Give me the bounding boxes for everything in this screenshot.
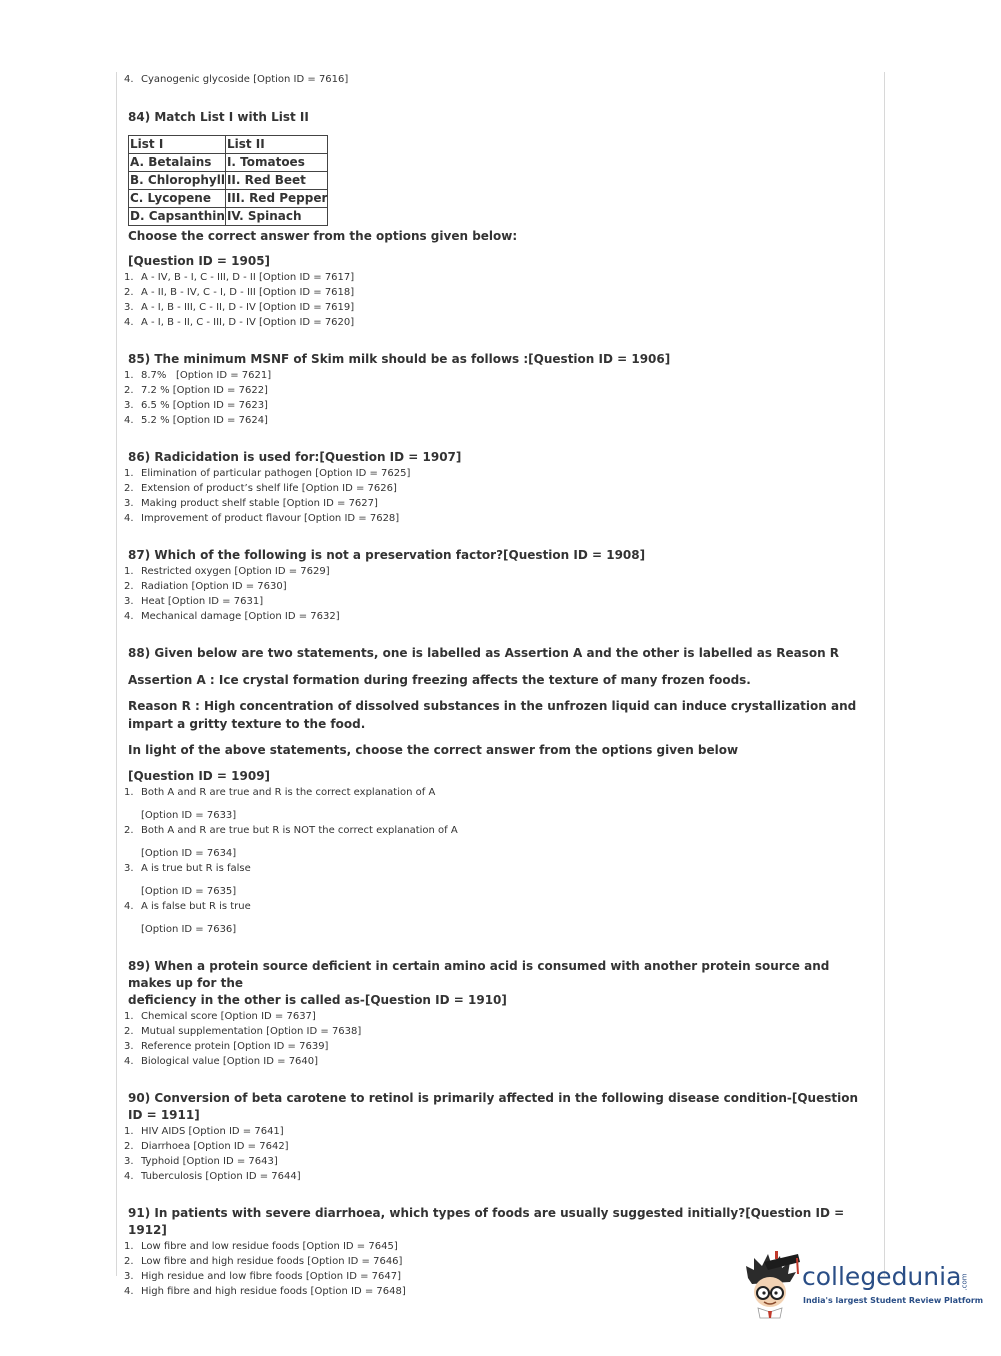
question-title: 84) Match List I with List II: [128, 110, 309, 124]
logo-tld: .com: [960, 1273, 969, 1291]
question-85: [124, 351, 864, 428]
table-row: [129, 154, 328, 172]
table-row: [129, 172, 328, 190]
question-87: [124, 547, 864, 624]
options-list: [124, 368, 864, 428]
table-cell: A. Betalains: [129, 154, 226, 172]
table-cell: I. Tomatoes: [225, 154, 327, 172]
option-item: 3. Typhoid [Option ID = 7643]: [124, 1156, 278, 1167]
option-item: 1. Both A and R are true and R is the correct explanation of A [Option ID = 7633]: [124, 785, 864, 823]
option-item: 2. A - II, B - IV, C - I, D - III [Option ID = 7618]: [124, 287, 355, 298]
table-row: [129, 208, 328, 226]
option-item: 1. Elimination of particular pathogen [Option ID = 7625]: [124, 468, 411, 479]
table-cell: III. Red Pepper: [225, 190, 327, 208]
option-item: 2. Mutual supplementation [Option ID = 7638]: [124, 1026, 362, 1037]
option-item: 4. High fibre and high residue foods [Option ID = 7648]: [124, 1286, 406, 1297]
match-table: [128, 135, 328, 226]
reason-statement: Reason R : High concentration of dissolved substances in the unfrozen liquid can induce crystallization and impart a gritty texture to the food.: [128, 699, 857, 731]
table-header-cell: List I: [129, 136, 226, 154]
option-item: 4. Mechanical damage [Option ID = 7632]: [124, 611, 340, 622]
option-item: 1. 8.7% [Option ID = 7621]: [124, 370, 272, 381]
question-instruction: In light of the above statements, choose the correct answer from the options given below: [128, 743, 739, 757]
options-list: [124, 1124, 864, 1184]
table-header-row: [129, 136, 328, 154]
option-item: 4. A - I, B - II, C - III, D - IV [Option ID = 7620]: [124, 317, 355, 328]
options-list: [124, 564, 864, 624]
assertion-statement: Assertion A : Ice crystal formation during freezing affects the texture of many frozen foods.: [128, 673, 751, 687]
options-list: [124, 785, 864, 937]
question-90: [124, 1090, 864, 1184]
option-item: 4. Cyanogenic glycoside [Option ID = 7616]: [124, 74, 349, 85]
question-88: [124, 645, 864, 937]
option-item: 3. A is true but R is false [Option ID = 7635]: [124, 861, 864, 899]
option-item: 4. 5.2 % [Option ID = 7624]: [124, 415, 268, 426]
option-item: 2. 7.2 % [Option ID = 7622]: [124, 385, 268, 396]
options-list: [124, 270, 864, 330]
question-instruction: Choose the correct answer from the options given below:: [128, 229, 518, 243]
question-title: 86) Radicidation is used for:[Question ID = 1907]: [128, 450, 462, 464]
option-item: 3. Making product shelf stable [Option ID = 7627]: [124, 498, 378, 509]
option-item: 1. Restricted oxygen [Option ID = 7629]: [124, 566, 330, 577]
option-item: 4. Tuberculosis [Option ID = 7644]: [124, 1171, 301, 1182]
question-title: 85) The minimum MSNF of Skim milk should be as follows :[Question ID = 1906]: [128, 352, 671, 366]
question-title-continued: deficiency in the other is called as-[Question ID = 1910]: [128, 993, 507, 1007]
question-title: 89) When a protein source deficient in certain amino acid is consumed with another protein source and makes up for the: [128, 959, 830, 990]
option-item: 3. 6.5 % [Option ID = 7623]: [124, 400, 268, 411]
question-paper-content: [124, 72, 864, 1299]
option-id: [Option ID = 7634]: [141, 848, 237, 859]
logo-tagline: India's largest Student Review Platform: [803, 1296, 984, 1305]
option-item: 1. HIV AIDS [Option ID = 7641]: [124, 1126, 284, 1137]
option-item: 1. Chemical score [Option ID = 7637]: [124, 1011, 316, 1022]
option-item: 4. Biological value [Option ID = 7640]: [124, 1056, 319, 1067]
option-item: 3. Reference protein [Option ID = 7639]: [124, 1041, 329, 1052]
question-86: [124, 449, 864, 526]
logo-wordmark: collegedunia: [802, 1262, 962, 1291]
mascot-icon: [742, 1248, 802, 1320]
option-item: 2. Radiation [Option ID = 7630]: [124, 581, 287, 592]
question-title: 90) Conversion of beta carotene to retinol is primarily affected in the following disease condition-[Question ID = 1911]: [128, 1091, 858, 1122]
question-id: [Question ID = 1909]: [128, 769, 271, 783]
table-cell: D. Capsanthin: [129, 208, 226, 226]
right-margin-rule: [884, 72, 885, 1276]
option-item: 2. Both A and R are true but R is NOT the correct explanation of A [Option ID = 7634]: [124, 823, 864, 861]
question-title: 91) In patients with severe diarrhoea, which types of foods are usually suggested initially?[Question ID = 1912]: [128, 1206, 845, 1237]
options-list: [124, 1009, 864, 1069]
question-84: [124, 109, 864, 330]
left-margin-rule: [116, 72, 117, 1276]
table-cell: C. Lycopene: [129, 190, 226, 208]
table-header-cell: List II: [225, 136, 327, 154]
option-id: [Option ID = 7633]: [141, 810, 237, 821]
table-cell: B. Chlorophyll: [129, 172, 226, 190]
collegedunia-logo[interactable]: [742, 1248, 984, 1320]
table-cell: IV. Spinach: [225, 208, 327, 226]
option-item: 4. A is false but R is true [Option ID = 7636]: [124, 899, 864, 937]
question-89: [124, 958, 864, 1069]
option-item: 3. A - I, B - III, C - II, D - IV [Option ID = 7619]: [124, 302, 355, 313]
question-title: 88) Given below are two statements, one is labelled as Assertion A and the other is labelled as Reason R: [128, 646, 840, 660]
option-item: 3. High residue and low fibre foods [Option ID = 7647]: [124, 1271, 402, 1282]
question-id: [Question ID = 1905]: [128, 254, 271, 268]
option-item: 2. Diarrhoea [Option ID = 7642]: [124, 1141, 289, 1152]
option-id: [Option ID = 7636]: [141, 924, 237, 935]
options-list: [124, 466, 864, 526]
question-title: 87) Which of the following is not a preservation factor?[Question ID = 1908]: [128, 548, 646, 562]
option-item: 4. Improvement of product flavour [Option ID = 7628]: [124, 513, 400, 524]
table-row: [129, 190, 328, 208]
option-item: 2. Low fibre and high residue foods [Option ID = 7646]: [124, 1256, 403, 1267]
option-item: 1. Low fibre and low residue foods [Option ID = 7645]: [124, 1241, 398, 1252]
table-cell: II. Red Beet: [225, 172, 327, 190]
option-item: 2. Extension of product’s shelf life [Option ID = 7626]: [124, 483, 397, 494]
option-item: 1. A - IV, B - I, C - III, D - II [Option ID = 7617]: [124, 272, 355, 283]
option-item: 3. Heat [Option ID = 7631]: [124, 596, 264, 607]
option-id: [Option ID = 7635]: [141, 886, 237, 897]
